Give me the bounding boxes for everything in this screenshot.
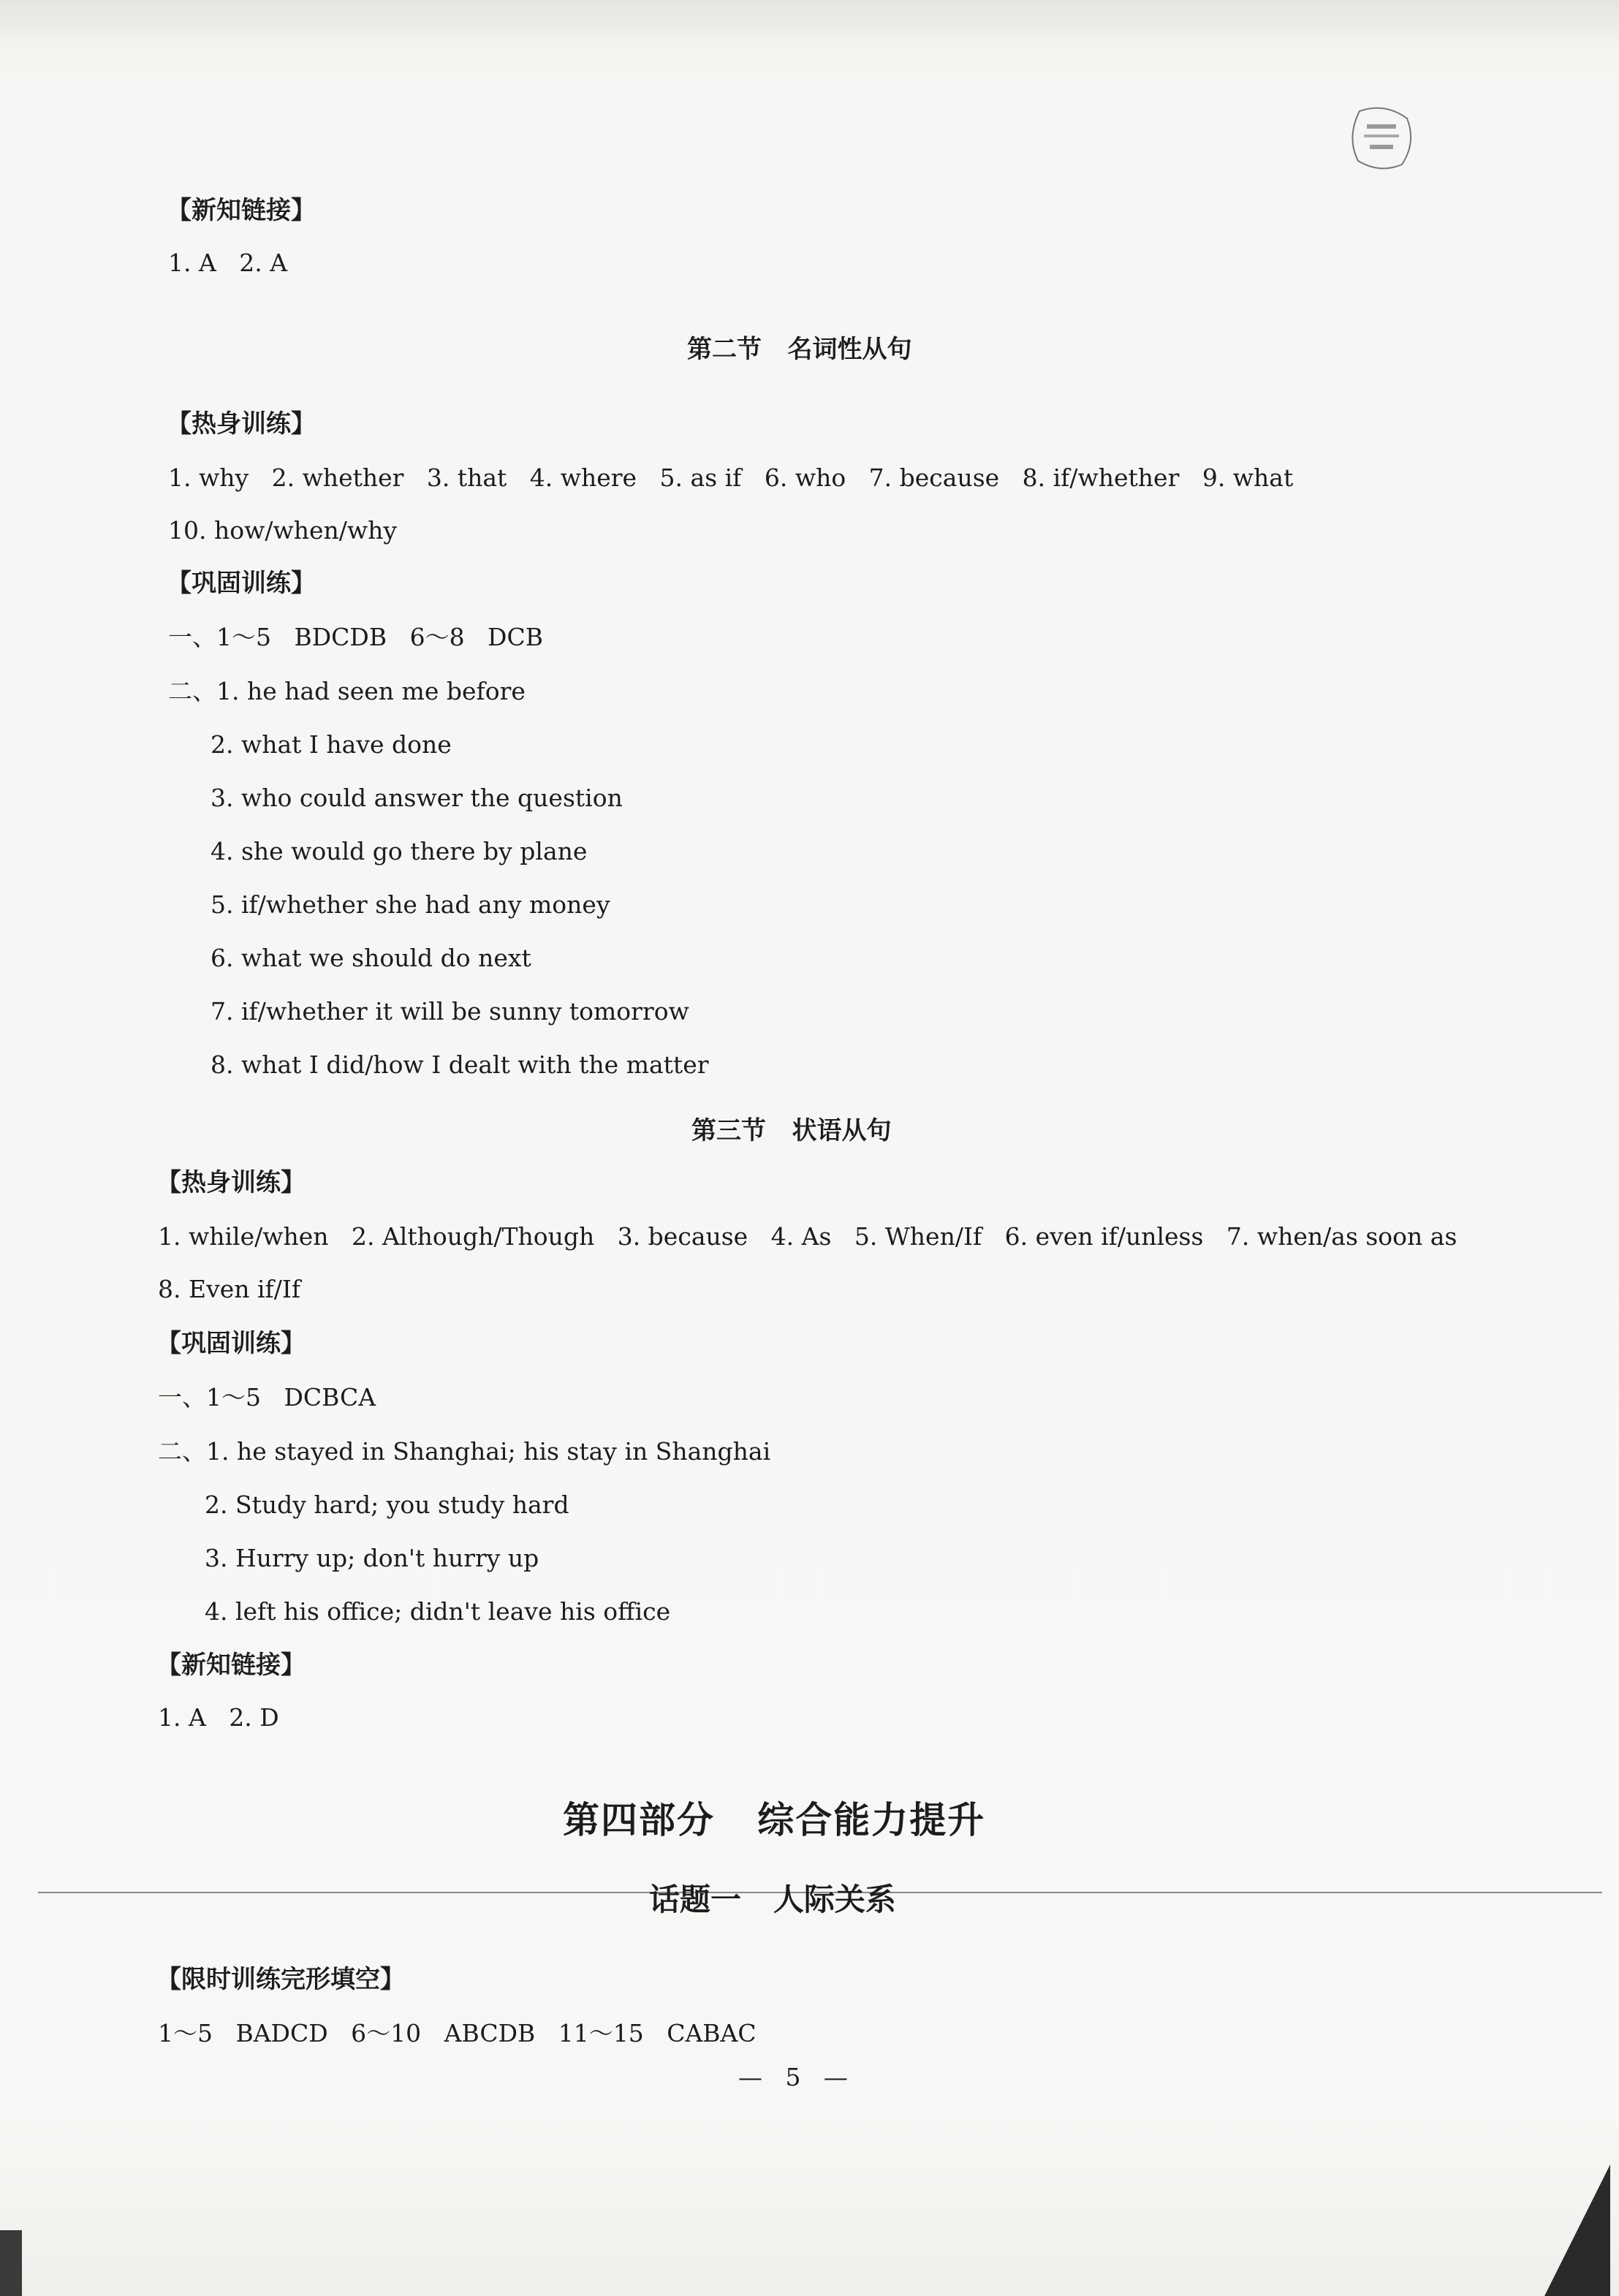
section3-part2-item: 二、1. he stayed in Shanghai; his stay in Shanghai xyxy=(158,1437,771,1466)
section3-part2-item: 2. Study hard; you study hard xyxy=(205,1490,569,1519)
section2-warmup-label: 【热身训练】 xyxy=(167,409,316,439)
section2-part2-item: 2. what I have done xyxy=(211,730,452,759)
section3-part2-item: 4. left his office; didn't leave his office xyxy=(205,1597,671,1626)
xinzhi-label-1: 【新知链接】 xyxy=(167,196,316,225)
section3-title: 第三节 状语从句 xyxy=(691,1116,892,1145)
section2-consolidate-label: 【巩固训练】 xyxy=(167,569,316,598)
section2-part2-item: 3. who could answer the question xyxy=(211,784,623,812)
section3-part2-item: 3. Hurry up; don't hurry up xyxy=(205,1544,539,1572)
section2-part2-item: 4. she would go there by plane xyxy=(211,837,588,865)
section2-part2-item: 5. if/whether she had any money xyxy=(211,890,610,919)
page-number: — 5 — xyxy=(738,2063,848,2091)
part4-topic-title: 话题一 人际关系 xyxy=(649,1882,896,1917)
section3-xinzhi-label: 【新知链接】 xyxy=(156,1651,306,1680)
page-corner-shadow xyxy=(1544,2164,1610,2296)
section2-part2-item: 二、1. he had seen me before xyxy=(168,677,526,705)
section3-xinzhi-answers: 1. A 2. D xyxy=(158,1703,279,1732)
scan-shadow xyxy=(0,0,1619,44)
part4-title: 第四部分 综合能力提升 xyxy=(563,1799,986,1841)
xinzhi-answers-1: 1. A 2. A xyxy=(168,249,288,277)
section2-part2-item: 7. if/whether it will be sunny tomorrow xyxy=(211,997,689,1026)
seal-stamp-icon xyxy=(1345,102,1418,175)
section3-warmup-line1: 1. while/when 2. Although/Though 3. because 4. As 5. When/If 6. even if/unless 7. when/as soon as xyxy=(158,1222,1457,1251)
section3-part1: 一、1～5 DCBCA xyxy=(158,1383,376,1412)
section3-warmup-label: 【热身训练】 xyxy=(156,1168,306,1197)
part4-cloze-answers: 1～5 BADCD 6～10 ABCDB 11～15 CABAC xyxy=(158,2019,757,2047)
section2-warmup-line2: 10. how/when/why xyxy=(168,516,398,545)
section2-part2-item: 6. what we should do next xyxy=(211,944,531,972)
part4-cloze-label: 【限时训练完形填空】 xyxy=(156,1965,405,1994)
section3-consolidate-label: 【巩固训练】 xyxy=(156,1329,306,1358)
section2-part2-item: 8. what I did/how I dealt with the matter xyxy=(211,1050,709,1079)
page-edge-shadow xyxy=(0,2230,22,2296)
section2-part1: 一、1～5 BDCDB 6～8 DCB xyxy=(168,623,544,651)
section2-warmup-line1: 1. why 2. whether 3. that 4. where 5. as if 6. who 7. because 8. if/whether 9. what xyxy=(168,463,1294,492)
section2-title: 第二节 名词性从句 xyxy=(687,335,912,364)
section3-warmup-line2: 8. Even if/If xyxy=(158,1275,301,1303)
